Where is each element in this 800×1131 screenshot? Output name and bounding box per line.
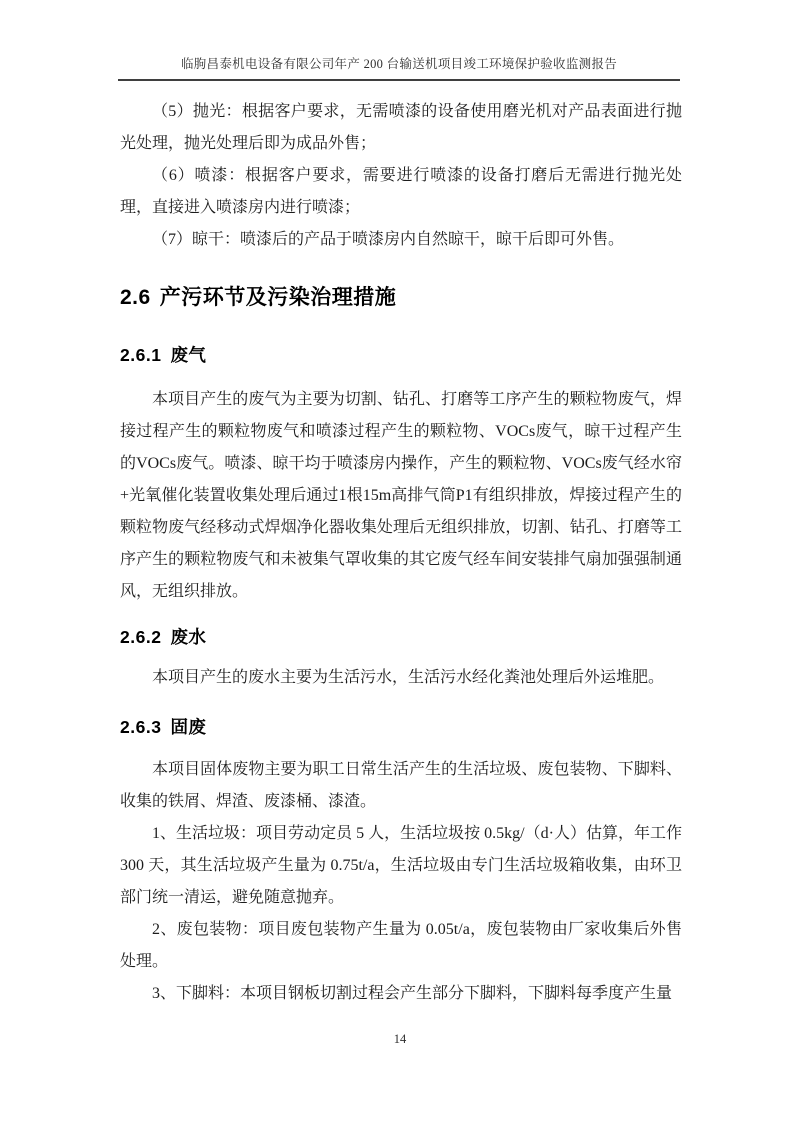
paragraph-waste-packaging: 2、废包装物：项目废包装物产生量为 0.05t/a，废包装物由厂家收集后外售处理。: [120, 921, 682, 970]
subsection-number: 2.6.3: [120, 717, 162, 737]
section-number: 2.6: [120, 286, 151, 309]
paragraph-painting: （6）喷漆：根据客户要求，需要进行喷漆的设备打磨后无需进行抛光处理，直接进入喷漆房内进行喷漆；: [120, 167, 682, 216]
subsection-heading-waste-gas: [120, 342, 682, 368]
section-title: 产污环节及污染治理措施: [159, 286, 397, 309]
header-title: 临朐昌泰机电设备有限公司年产 200 台输送机项目竣工环境保护验收监测报告: [180, 57, 618, 71]
section-heading-2-6: [120, 282, 682, 314]
paragraph-waste-water: 本项目产生的废水主要为生活污水，生活污水经化粪池处理后外运堆肥。: [152, 669, 665, 686]
page-header: [118, 56, 680, 81]
subsection-title: 固废: [170, 717, 207, 737]
page-number: 14: [393, 1032, 407, 1046]
subsection-number: 2.6.2: [120, 627, 162, 647]
paragraph-scrap-material: 3、下脚料：本项目钢板切割过程会产生部分下脚料，下脚料每季度产生量: [152, 985, 673, 1002]
paragraph-domestic-garbage: 1、生活垃圾：项目劳动定员 5 人，生活垃圾按 0.5kg/（d·人）估算，年工作 300 天，其生活垃圾产生量为 0.75t/a，生活垃圾由专门生活垃圾箱收集，由环卫部门统一清运，避免随意抛弃。: [120, 825, 682, 906]
subsection-title: 废气: [170, 345, 207, 365]
paragraph-drying: （7）晾干：喷漆后的产品于喷漆房内自然晾干，晾干后即可外售。: [152, 231, 625, 248]
paragraph-polishing: （5）抛光：根据客户要求，无需喷漆的设备使用磨光机对产品表面进行抛光处理，抛光处理后即为成品外售；: [120, 103, 682, 152]
subsection-heading-waste-water: [120, 624, 682, 650]
paragraph-solid-waste-overview: 本项目固体废物主要为职工日常生活产生的生活垃圾、废包装物、下脚料、收集的铁屑、焊渣、废漆桶、漆渣。: [120, 761, 682, 810]
page-content: [120, 96, 682, 1010]
subsection-heading-solid-waste: [120, 714, 682, 740]
paragraph-waste-gas: 本项目产生的废气为主要为切割、钻孔、打磨等工序产生的颗粒物废气，焊接过程产生的颗粒物废气和喷漆过程产生的颗粒物、VOCs废气，晾干过程产生的VOCs废气。喷漆、晾干均于喷漆房内操作，产生的颗粒物、VOCs废气经水帘+光氧催化装置收集处理后通过1根15m高排气筒P1有组织排放，焊接过程产生的颗粒物废气经移动式焊烟净化器收集处理后无组织排放，切割、钻孔、打磨等工序产生的颗粒物废气和未被集气罩收集的其它废气经车间安装排气扇加强强制通风，无组织排放。: [120, 391, 682, 600]
subsection-title: 废水: [170, 627, 207, 647]
subsection-number: 2.6.1: [120, 345, 162, 365]
page-footer: [0, 1031, 800, 1047]
